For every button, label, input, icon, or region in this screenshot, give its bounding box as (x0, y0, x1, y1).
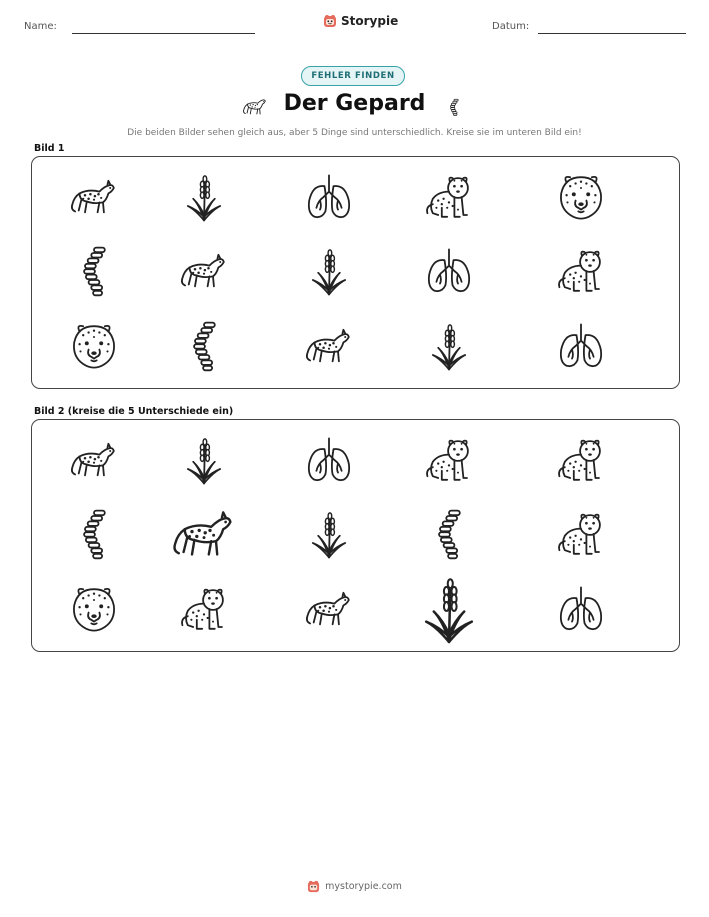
grid-cell[interactable] (54, 502, 134, 566)
date-label: Datum: (492, 21, 530, 32)
brand (323, 14, 398, 28)
cheetah-face-icon (67, 582, 121, 636)
cheetah-cub-icon (422, 170, 476, 224)
grid-cell (164, 165, 244, 229)
spine-icon (67, 507, 121, 561)
lungs-icon (302, 170, 356, 224)
lungs-icon (302, 433, 356, 487)
grid-cell[interactable] (289, 502, 369, 566)
cheetah-cub-icon (554, 507, 608, 561)
grid-cell (289, 314, 369, 378)
worksheet-header (24, 14, 686, 42)
cheetah-cub-icon (177, 582, 231, 636)
plant-icon (422, 319, 476, 373)
grid-cell[interactable] (541, 428, 621, 492)
grid-cell (541, 165, 621, 229)
picture-2-panel[interactable] (31, 419, 680, 652)
cheetah-standing-icon (67, 433, 121, 487)
plant-icon (302, 244, 356, 298)
grid-cell[interactable] (164, 577, 244, 641)
grid-cell[interactable] (409, 577, 489, 641)
lungs-icon (554, 582, 608, 636)
plant-icon (302, 507, 356, 561)
cheetah-standing-icon (168, 498, 240, 570)
instructions: Die beiden Bilder sehen gleich aus, aber 5 Dinge sind unterschiedlich. Kreise sie im unteren Bild ein! (127, 128, 582, 138)
grid-cell (409, 165, 489, 229)
grid-cell[interactable] (289, 577, 369, 641)
grid-cell[interactable] (289, 428, 369, 492)
grid-cell[interactable] (541, 502, 621, 566)
grid-cell[interactable] (164, 428, 244, 492)
footer-url[interactable]: mystorypie.com (325, 881, 402, 892)
grid-cell (289, 239, 369, 303)
grid-cell[interactable] (54, 577, 134, 641)
storypie-logo-icon (307, 880, 320, 893)
grid-cell[interactable] (409, 502, 489, 566)
plant-icon (411, 571, 487, 647)
cheetah-standing-icon (67, 170, 121, 224)
spine-icon (67, 244, 121, 298)
grid-cell (409, 239, 489, 303)
grid-cell (164, 239, 244, 303)
footer (0, 880, 709, 893)
picture-1-label: Bild 1 (34, 143, 65, 154)
grid-cell (164, 314, 244, 378)
cheetah-face-icon (554, 170, 608, 224)
grid-cell (409, 314, 489, 378)
cheetah-standing-icon (302, 582, 356, 636)
storypie-logo-icon (323, 14, 337, 28)
page-title: Der Gepard (283, 91, 426, 116)
grid-cell (289, 165, 369, 229)
lungs-icon (554, 319, 608, 373)
name-label: Name: (24, 21, 57, 32)
cheetah-cub-icon (554, 244, 608, 298)
grid-cell[interactable] (164, 502, 244, 566)
grid-cell[interactable] (54, 428, 134, 492)
picture-2-label: Bild 2 (kreise die 5 Unterschiede ein) (34, 406, 234, 417)
brand-name: Storypie (341, 14, 399, 28)
cheetah-face-icon (67, 319, 121, 373)
cheetah-standing-icon (302, 319, 356, 373)
cheetah-cub-icon (554, 433, 608, 487)
plant-icon (177, 170, 231, 224)
spine-icon (445, 92, 463, 122)
cheetah-standing-icon (177, 244, 231, 298)
date-field[interactable] (538, 33, 686, 34)
picture-1-panel (31, 156, 680, 389)
activity-badge: FEHLER FINDEN (301, 66, 405, 86)
spine-icon (177, 319, 231, 373)
name-field[interactable] (72, 33, 255, 34)
lungs-icon (422, 244, 476, 298)
cheetah-cub-icon (422, 433, 476, 487)
grid-cell (54, 314, 134, 378)
grid-cell (541, 314, 621, 378)
grid-cell[interactable] (409, 428, 489, 492)
grid-cell[interactable] (541, 577, 621, 641)
grid-cell (541, 239, 621, 303)
grid-cell (54, 165, 134, 229)
spine-icon (422, 507, 476, 561)
grid-cell (54, 239, 134, 303)
plant-icon (177, 433, 231, 487)
